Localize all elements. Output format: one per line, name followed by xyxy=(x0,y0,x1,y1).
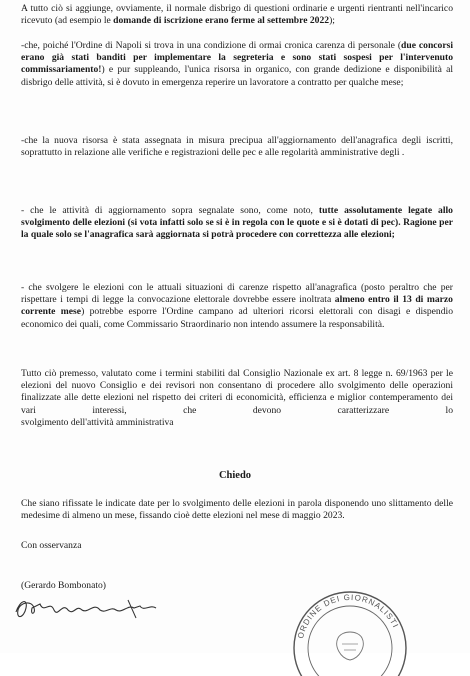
paragraph-election-risk xyxy=(21,282,453,331)
paragraph-update-activities xyxy=(21,205,453,242)
paragraph-staff-shortage xyxy=(21,40,453,89)
paragraph-new-resource xyxy=(21,135,453,159)
p6-text: Tutto ciò premesso, valutato come i termini stabiliti dal Consiglio Nazionale ex art. 8 legge n. 69/1963 per le elezioni del nuovo Consiglio e dei revisori non consentano di procedere allo svolgimento delle operazioni finalizzate alle dette elezioni nel rispetto dei criteri di economicità, efficienza e miglior contemperamento dei vari interessi, che devono caratterizzare lo xyxy=(21,368,453,416)
p2-text: -che, poiché l'Ordine di Napoli si trova in una condizione di ormai cronica carenza di personale ( xyxy=(21,40,402,51)
p2-bold: due concorsi erano già stati banditi per implementare la segreteria e sono stati sospesi per l'intervenuto commissariamento! xyxy=(21,40,453,76)
p5-bold: almeno entro il 13 di marzo corrente mese xyxy=(21,294,453,318)
paragraph-premise xyxy=(21,368,453,429)
p4-bold: tutte assolutamente legate allo svolgimento delle elezioni (si vota infatti solo se si è in regola con le quote e si è dotati di pec). Ragione per la quale solo se l'anagrafica sarà aggiornata si potrà procedere con correttezza alle elezioni; xyxy=(21,205,453,241)
paragraph-ordinary-tasks xyxy=(21,3,453,27)
paragraph-request xyxy=(21,498,453,522)
p3-text: -che la nuova risorsa è stata assegnata in misura precipua all'aggiornamento dell'anagrafica degli iscritti, soprattutto in relazione alle verifiche e registrazioni delle pec e alle regolarità amministrative degli . xyxy=(21,135,453,159)
p4-text: - che le attività di aggiornamento sopra segnalate sono, come noto, xyxy=(21,205,319,216)
p2-end: ) e pur suppleando, l'unica risorsa in organico, con grande dedizione e disponibilità al disbrigo delle attività, si è dovuto in emergenza reperire un lavoratore a contratto per qualche mese; xyxy=(21,64,453,88)
svg-text:ORDINE DEI GIORNALISTI xyxy=(296,593,400,640)
stamp-text: ORDINE DEI GIORNALISTI xyxy=(295,592,401,640)
p5-text: - che svolgere le elezioni con le attuali situazioni di carenze rispetto all'anagrafica (posto peraltro che per rispettare i tempi di legge la convocazione elettorale dovrebbe essere inoltrata xyxy=(21,282,453,306)
handwritten-signature xyxy=(10,592,170,622)
official-stamp xyxy=(280,586,420,676)
p7-text: Che siano rifissate le indicate date per lo svolgimento delle elezioni in parola disponendo uno slittamento delle medesime di almeno un mese, fissando cioè dette elezioni nel mese di maggio 2023. xyxy=(21,498,453,522)
p1-end: ); xyxy=(329,15,335,27)
signatory-text: (Gerardo Bombonato) xyxy=(21,580,106,591)
closing-text: Con osservanza xyxy=(21,540,82,551)
p1-bold: domande di iscrizione erano ferme al settembre 2022 xyxy=(113,15,330,27)
p5-end: ) potrebbe esporre l'Ordine campano ad ulteriori ricorsi elettorali con disagi e dispendio economico dei quali, come Commissario Straordinario non intendo assumere la responsabilità. xyxy=(21,306,453,330)
closing-salutation xyxy=(21,540,453,552)
request-heading: Chiedo xyxy=(218,470,252,481)
p1-text: A tutto ciò si aggiunge, ovviamente, il normale disbrigo di questioni ordinarie e urgenti rientranti nell'incarico ricevuto (ad esempio le xyxy=(21,3,453,27)
p6-end: svolgimento dell'attività amministrativa xyxy=(21,416,174,428)
